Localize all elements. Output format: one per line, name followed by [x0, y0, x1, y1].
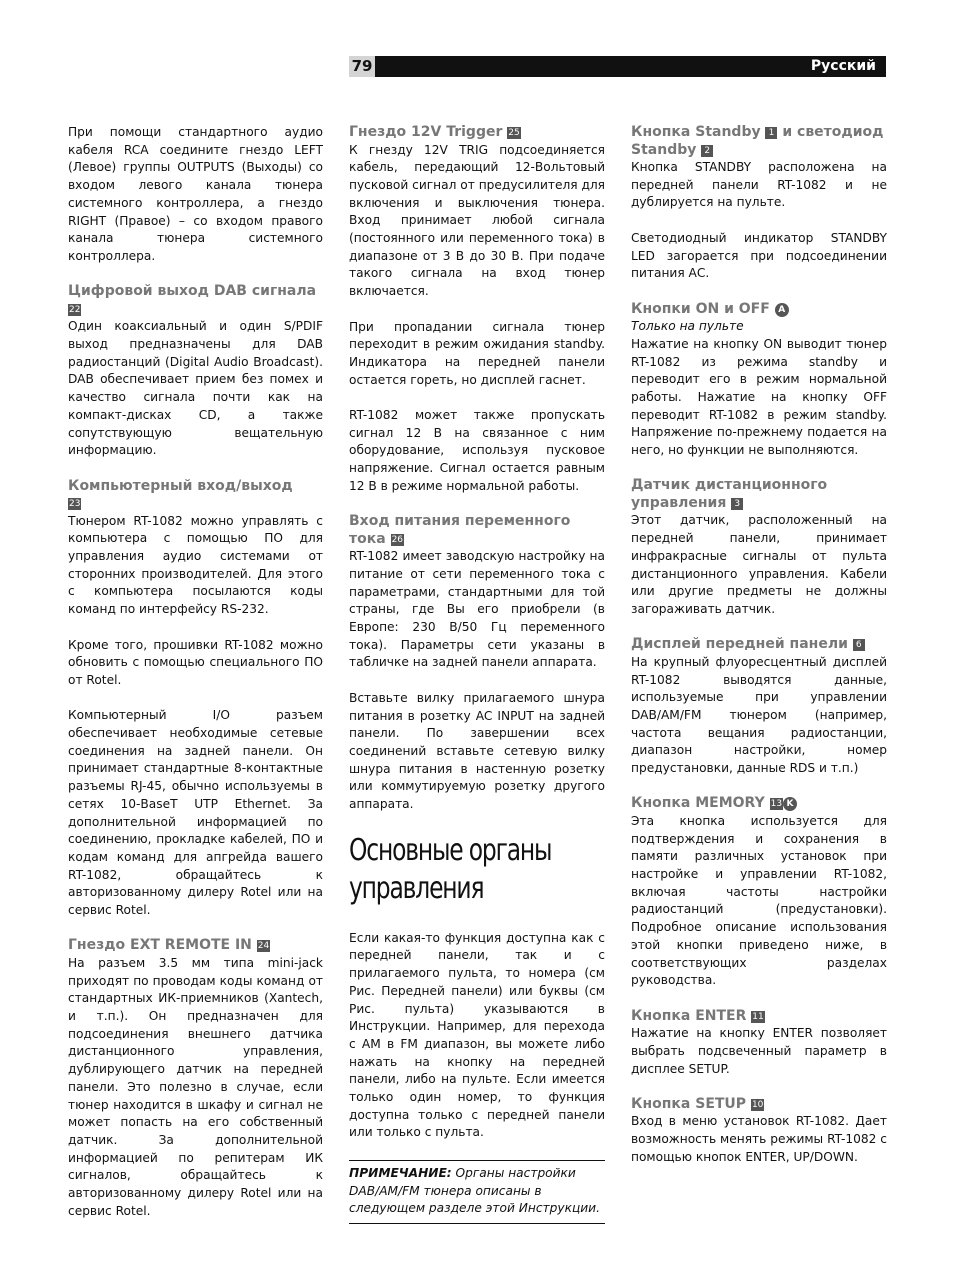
- callout-number-badge: 1: [765, 127, 777, 139]
- heading-text: Кнопка ENTER: [631, 1007, 747, 1024]
- language-label: Русский: [810, 58, 876, 74]
- section-enter-button: [631, 1008, 887, 1079]
- remote-letter-badge: K: [783, 797, 797, 811]
- section-on-off: [631, 301, 887, 460]
- language-header-bar: [375, 56, 886, 77]
- note-label: ПРИМЕЧАНИЕ:: [349, 1165, 452, 1180]
- section-paragraph: К гнезду 12V TRIG подсоединяется кабель, передающий 12-Вольтовый пусковой сигнал от предусилителя для включения и выключения тюнера. Вход принимает любой сигнала (постоянного или переменного тока) в диапазоне от 3 В до 30 В. При подаче такого сигнала на вход тюнер включается.: [349, 142, 606, 299]
- section-heading: [349, 513, 605, 548]
- section-standby: [631, 124, 887, 283]
- section-paragraph: На разъем 3.5 мм типа mini-jack приходят по проводам коды команд от стандартных ИК-приемников (Xantech, и т.п.). Он предназначен для подсоединения внешнего датчика дистанционного управления, дублирующего датчик на передней панели. Это полезно в случае, если тюнер находится в шкафу и сигнал не может попасть на его собственный датчик. За дополнительной информацией по репитерам ИК сигналов, обращайтесь к авторизованному дилеру Rotel или на сервис Rotel.: [68, 955, 323, 1218]
- chapter-title: [349, 832, 606, 908]
- page-number: 79: [349, 56, 375, 77]
- section-setup-button: [631, 1096, 887, 1167]
- callout-number-badge: 22: [69, 304, 81, 315]
- section-remote-sensor: [631, 477, 887, 618]
- chapter-title-line-1: Основные органы: [349, 832, 552, 868]
- section-heading: [631, 477, 887, 512]
- section-paragraph: Светодиодный индикатор STANDBY LED загорается при подсоединении питания АС.: [631, 230, 887, 281]
- section-heading: [631, 301, 887, 319]
- note-box: [349, 1160, 605, 1224]
- callout-number-badge: 23: [69, 499, 81, 510]
- section-paragraph: RT-1082 имеет заводскую настройку на питание от сети переменного тока с параметрами, стандартными для той страны, где Вы его приобрели (в Европе: 230 В/50 Гц переменного тока). Параметры сети указаны в табличке на задней панели аппарата.: [349, 549, 605, 670]
- section-paragraph: При пропадании сигнала тюнер переходит в режим ожидания standby. Индикатора на передней панели остается гореть, но дисплей гаснет.: [349, 319, 605, 387]
- heading-text: и светодиод Standby: [631, 124, 884, 158]
- section-dab-digital-output: [68, 283, 323, 460]
- section-paragraph: Один коаксиальный и один S/PDIF выход предназначены для DAB радиостанций (Digital Audio Broadcast). DAB обеспечивает прием без помех и качество сигнала почти как на компакт-дисках CD, а также сопутствующую вещательную информацию.: [68, 319, 323, 458]
- section-heading: [631, 1096, 887, 1114]
- heading-text: Кнопка Standby: [631, 124, 761, 140]
- section-heading: [631, 124, 887, 159]
- section-paragraph: RT-1082 может также пропускать сигнал 12 В на связанное с ним оборудование, используя пусковое напряжение. Сигнал остается равным 12 В в режиме нормальной работы.: [349, 408, 605, 493]
- callout-number-badge: 26: [391, 534, 404, 545]
- section-paragraph: Кнопка STANDBY расположена на передней панели RT-1082 и не дублируется на пульте.: [631, 160, 887, 210]
- section-heading: [631, 795, 887, 813]
- heading-text: Цифровой выход DAB сигнала: [68, 283, 317, 300]
- section-paragraph: Этот датчик, расположенный на передней панели, принимает инфракрасные сигналы от пульта дистанционного управления. Кабели или другие предметы не должны загораживать датчик.: [631, 513, 887, 616]
- section-paragraph: Эта кнопка используется для подтверждения и сохранения в памяти различных установок при настройке и управлении RT-1082, включая частоты настройки радиостанций (предустановки). Подробное описание использования этой кнопки приведено ниже, в соответствующих разделах руководства.: [631, 813, 887, 988]
- heading-text: Компьютерный вход/выход: [68, 477, 293, 494]
- section-paragraph: На крупный флуоресцентный дисплей RT-1082 выводятся данные, используемые при управлении DAB/AM/FM тюнером (например, частота вещания радиостанции, диапазон настройки, номер предустановки, данные RDS и т.п.): [631, 654, 887, 776]
- section-heading: [68, 478, 323, 513]
- heading-text: Датчик дистанционного управления: [631, 477, 828, 511]
- heading-text: Кнопки ON и OFF: [631, 300, 770, 317]
- callout-number-badge: 10: [751, 1099, 764, 1110]
- section-paragraph: Нажатие на кнопку ENTER позволяет выбрать подсвеченный параметр в дисплее SETUP.: [631, 1026, 887, 1076]
- section-heading: [631, 1008, 887, 1026]
- callout-number-badge: 24: [257, 941, 270, 952]
- chapter-intro-paragraph: Если какая-то функция доступна как с передней панели, так и с прилагаемого пульта, то номера (см Рис. Передней панели) или буквы (см Рис. пульта) указываются в Инструкции. Например, для перехода с AM в FM диапазон, вы можете либо нажать на кнопку на передней панели, либо на пульте. Если имеется только один номер, то функция доступна только с передней панели или только с пульта.: [349, 930, 605, 1140]
- column-left: [68, 124, 323, 1238]
- section-heading: [631, 636, 887, 654]
- section-heading: [349, 124, 605, 142]
- note-text: Органы настройки DAB/AM/FM тюнера описаны в следующем разделе этой Инструкции.: [349, 1165, 600, 1216]
- section-paragraph: Нажатие на кнопку ON выводит тюнер RT-1082 из режима standby и переводит его в режим нормальной работы. Нажатие на кнопку OFF переводит RT-1082 в режим standby. Напряжение по-прежнему подается на него, но функции не выполняются.: [631, 336, 887, 458]
- callout-number-badge: 13: [770, 799, 783, 810]
- callout-number-badge: 11: [752, 1011, 764, 1022]
- callout-number-badge: 6: [853, 639, 865, 651]
- section-paragraph: Вход в меню установок RT-1082. Дает возможность менять режимы RT-1082 с помощью кнопок ENTER, UP/DOWN.: [631, 1114, 887, 1164]
- heading-text: Дисплей передней панели: [631, 636, 848, 653]
- section-paragraph: Тюнером RT-1082 можно управлять с компьютера с помощью ПО для управления аудио системами от сторонних производителей. Для этого с компьютера посылаются коды команд по интерфейсу RS-232.: [68, 513, 323, 617]
- column-middle: [349, 124, 605, 1224]
- section-front-display: [631, 636, 887, 777]
- intro-paragraph: При помощи стандартного аудио кабеля RCA соедините гнездо LEFT (Левое) группы OUTPUTS (Выходы) со входом левого канала тюнера системного контроллера, а гнездо RIGHT (Правое) – со входом правого канала тюнера системного контроллера.: [68, 125, 323, 263]
- section-heading: [68, 283, 323, 318]
- section-ac-power-input: [349, 513, 605, 814]
- heading-text: Кнопка SETUP: [631, 1095, 747, 1112]
- section-ext-remote-in: [68, 937, 323, 1220]
- section-memory-button: [631, 795, 887, 990]
- section-computer-io: [68, 478, 323, 920]
- chapter-title-line-2: управления: [349, 870, 484, 906]
- section-paragraph: Компьютерный I/O разъем обеспечивает необходимые сетевые соединения на задней панели. Он принимает стандартные 8-контактные разъемы RJ-45, обычно используемы в сетях 10-BaseT UTP Ethernet. За дополнительной информацией по соединению, прокладке кабелей, ПО и кодам команд для апгрейда вашего RT-1082, обращайтесь к авторизованному дилеру Rotel или на сервис Rotel.: [68, 708, 323, 918]
- section-paragraph: Вставьте вилку прилагаемого шнура питания в розетку AC INPUT на задней панели. По завершении всех соединений вставьте сетевую вилку шнура питания в настенную розетку или коммутируемую розетку другого аппарата.: [349, 690, 605, 812]
- callout-number-badge: 3: [731, 498, 743, 510]
- heading-text: Кнопка MEMORY: [631, 795, 765, 812]
- section-paragraph: Кроме того, прошивки RT-1082 можно обновить с помощью специального ПО от Rotel.: [68, 637, 323, 687]
- heading-text: Вход питания переменного тока: [349, 513, 571, 547]
- section-heading: [68, 937, 323, 955]
- section-12v-trigger: [349, 124, 605, 496]
- heading-text: Гнездо 12V Trigger: [349, 124, 503, 140]
- remote-only-note: Только на пульте: [631, 319, 744, 334]
- column-right: [631, 124, 887, 1184]
- remote-letter-badge: A: [775, 303, 789, 317]
- callout-number-badge: 2: [701, 145, 713, 157]
- callout-number-badge: 25: [508, 128, 520, 138]
- heading-text: Гнездо EXT REMOTE IN: [68, 937, 252, 954]
